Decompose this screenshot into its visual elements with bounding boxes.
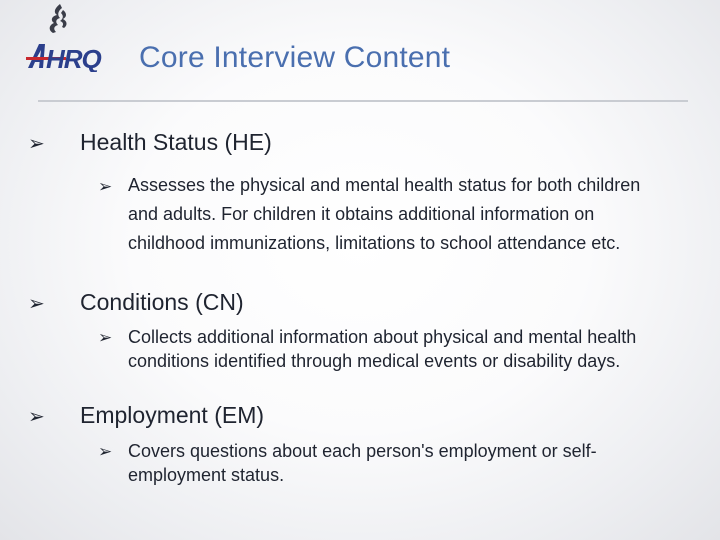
svg-text:HRQ: HRQ xyxy=(46,44,101,72)
arrow-bullet-icon: ➢ xyxy=(28,293,45,315)
sub-bullet-text: Covers questions about each person's employment or self-employment status. xyxy=(128,441,597,485)
bullet-label: Employment (EM) xyxy=(80,402,265,428)
bullet-label: Health Status (HE) xyxy=(80,129,272,155)
arrow-bullet-icon: ➢ xyxy=(98,328,113,347)
ahrq-wordmark xyxy=(26,38,136,72)
title-divider xyxy=(38,100,688,102)
slide-title: Core Interview Content xyxy=(139,41,451,74)
arrow-bullet-icon: ➢ xyxy=(28,406,45,428)
ahrq-logo xyxy=(26,2,136,76)
sub-bullet-text: Assesses the physical and mental health status for both children and adults. For children it obtains additional information on childhood immunizations, limitations to school attendance etc. xyxy=(128,175,641,253)
sub-bullet-text: Collects additional information about physical and mental health conditions identified through medical events or disability days. xyxy=(128,327,637,371)
arrow-bullet-icon: ➢ xyxy=(28,133,45,155)
arrow-bullet-icon: ➢ xyxy=(98,442,113,461)
hhs-eagle-icon xyxy=(44,2,74,36)
bullet-label: Conditions (CN) xyxy=(80,289,244,315)
arrow-bullet-icon: ➢ xyxy=(98,177,113,196)
